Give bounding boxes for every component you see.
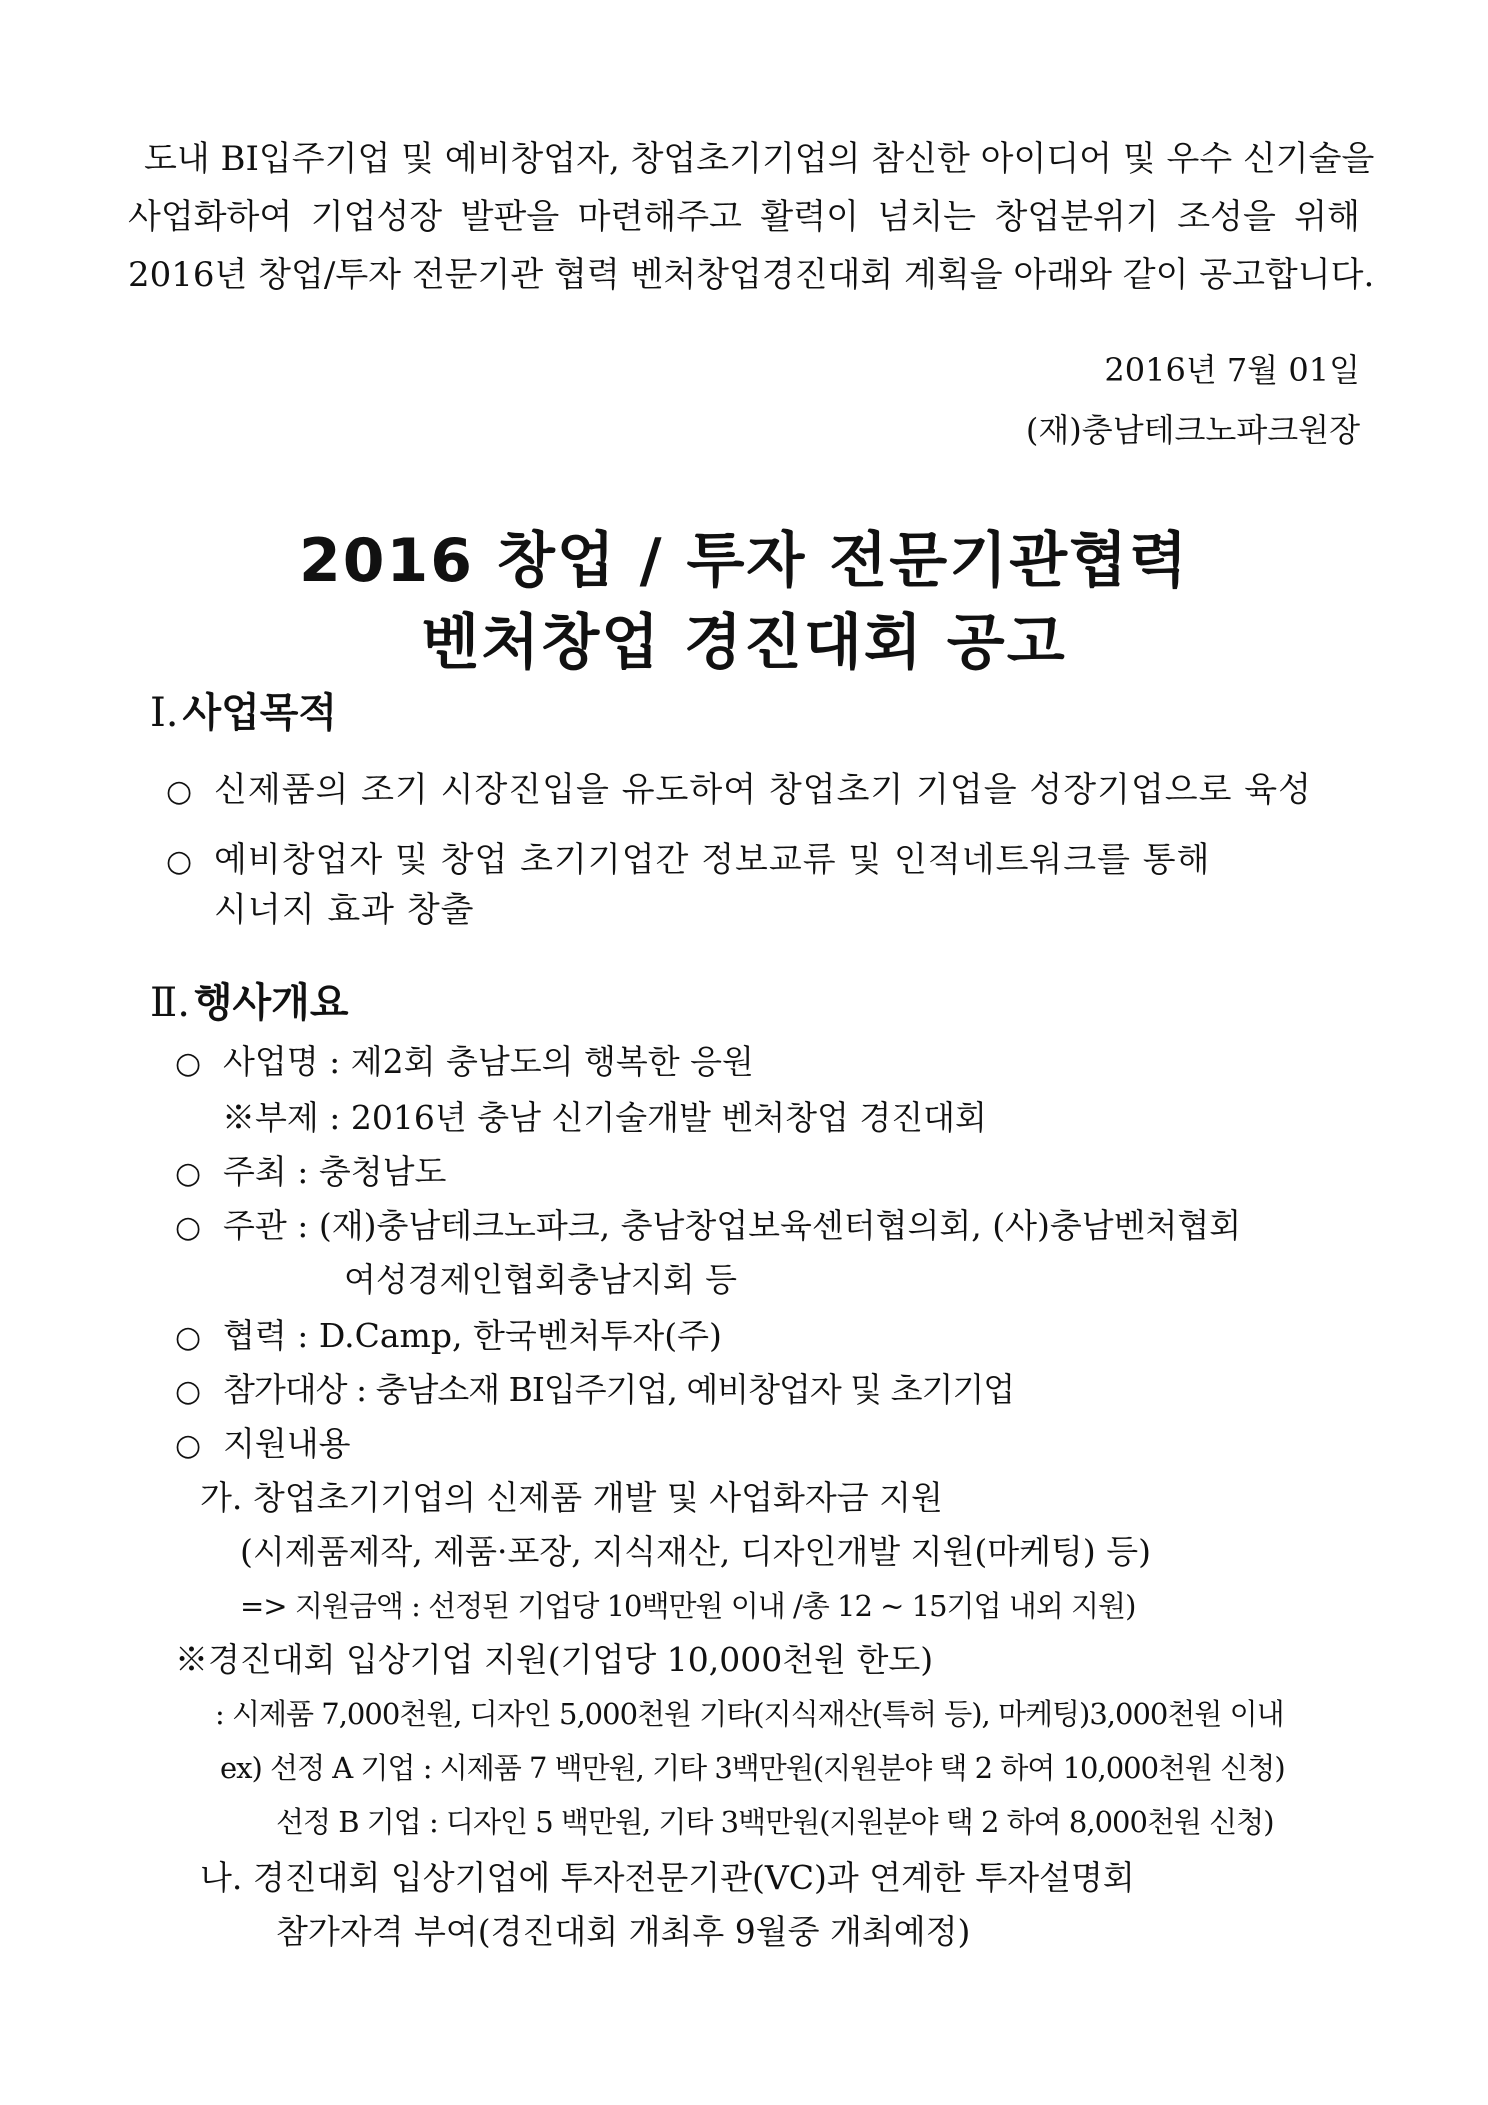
title-line: 2016 창업 / 투자 전문기관협력: [298, 526, 1190, 596]
announcement-date: 2016년 7월 01일: [1104, 351, 1360, 389]
award-support-detail: : 시제품 7,000천원, 디자인 5,000천원 기타(지식재산(특허 등), 마케팅)3,000천원 이내: [215, 1697, 1284, 1731]
example-company-b: 선정 B 기업 : 디자인 5 백만원, 기타 3백만원(지원분야 택 2 하여 8,000천원 신청): [276, 1805, 1274, 1839]
list-item-continuation: 시너지 효과 창출: [214, 890, 475, 930]
section-number: Ⅱ.: [150, 980, 190, 1026]
intro-line: 사업화하여 기업성장 발판을 마련해주고 활력이 넘치는 창업분위기 조성을 위해: [128, 197, 1360, 237]
section-title: 행사개요: [193, 980, 349, 1026]
circle-bullet-icon: ○: [175, 1320, 202, 1355]
support-item-a: 가. 창업초기기업의 신제품 개발 및 사업화자금 지원: [200, 1478, 943, 1517]
circle-bullet-icon: ○: [175, 1428, 202, 1463]
support-detail: (시제품제작, 제품·포장, 지식재산, 디자인개발 지원(마케팅) 등): [240, 1532, 1151, 1571]
list-item-text: 주관 : (재)충남테크노파크, 충남창업보육센터협의회, (사)충남벤처협회: [223, 1206, 1242, 1245]
list-item-text: 사업명 : 제2회 충남도의 행복한 응원: [223, 1042, 754, 1081]
section-heading-overview: [150, 978, 348, 1028]
circle-bullet-icon: ○: [175, 1046, 202, 1081]
list-item-text: 예비창업자 및 창업 초기기업간 정보교류 및 인적네트워크를 통해: [214, 840, 1211, 880]
list-item: [166, 838, 1210, 884]
intro-line: 2016년 창업/투자 전문기관 협력 벤처창업경진대회 계획을 아래와 같이 공고합니다.: [128, 255, 1375, 295]
circle-bullet-icon: ○: [175, 1156, 202, 1191]
support-item-b-continuation: 참가자격 부여(경진대회 개최후 9월중 개최예정): [276, 1912, 971, 1951]
issuer-name: (재)충남테크노파크원장: [1025, 411, 1360, 449]
section-number: Ⅰ.: [150, 690, 179, 736]
circle-bullet-icon: ○: [166, 844, 194, 879]
title-line: 벤처창업 경진대회 공고: [421, 608, 1067, 678]
list-item-continuation: 여성경제인협회충남지회 등: [344, 1260, 738, 1299]
list-item-text: 지원내용: [223, 1424, 351, 1463]
date-block: [1026, 340, 1360, 460]
list-item: [175, 1040, 754, 1086]
award-support-note: ※경진대회 입상기업 지원(기업당 10,000천원 한도): [175, 1640, 934, 1679]
list-item-text: 참가대상 : 충남소재 BI입주기업, 예비창업자 및 초기기업: [223, 1370, 1015, 1409]
list-item: [166, 768, 1312, 814]
list-item: [175, 1150, 446, 1196]
support-item-b: 나. 경진대회 입상기업에 투자전문기관(VC)과 연계한 투자설명회: [200, 1858, 1135, 1897]
list-item: [175, 1314, 722, 1360]
list-item: [175, 1422, 351, 1468]
intro-line: 도내 BI입주기업 및 예비창업자, 창업초기기업의 참신한 아이디어 및 우수 신기술을: [144, 139, 1375, 179]
document-title: [0, 520, 1488, 684]
section-title: 사업목적: [182, 690, 338, 736]
list-item-text: 협력 : D.Camp, 한국벤처투자(주): [223, 1316, 722, 1355]
circle-bullet-icon: ○: [166, 774, 194, 809]
circle-bullet-icon: ○: [175, 1210, 202, 1245]
list-item-text: 주최 : 충청남도: [223, 1152, 447, 1191]
list-item: [175, 1368, 1014, 1414]
example-company-a: ex) 선정 A 기업 : 시제품 7 백만원, 기타 3백만원(지원분야 택 2 하여 10,000천원 신청): [220, 1751, 1285, 1785]
subtitle-note: ※부제 : 2016년 충남 신기술개발 벤처창업 경진대회: [222, 1098, 987, 1137]
circle-bullet-icon: ○: [175, 1374, 201, 1409]
support-amount: => 지원금액 : 선정된 기업당 10백만원 이내 /총 12 ~ 15기업 내외 지원): [240, 1589, 1136, 1623]
list-item-text: 신제품의 조기 시장진입을 유도하여 창업초기 기업을 성장기업으로 육성: [214, 770, 1312, 810]
list-item: [175, 1204, 1241, 1250]
section-heading-purpose: [150, 688, 337, 738]
intro-paragraph: [128, 130, 1375, 304]
